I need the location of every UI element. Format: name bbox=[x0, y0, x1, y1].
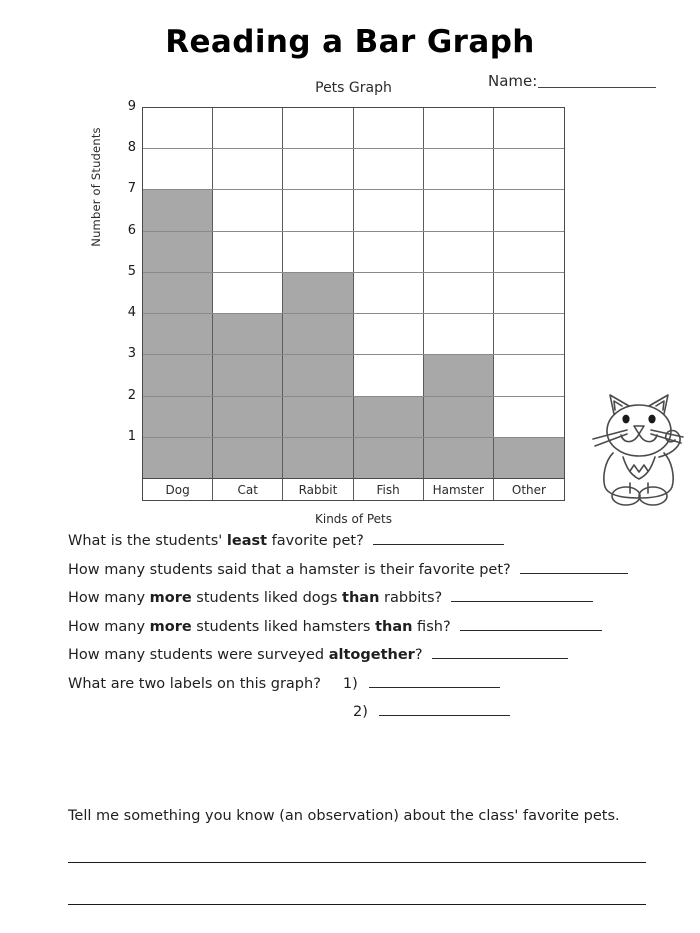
grid-row bbox=[143, 438, 564, 479]
grid-cell-empty bbox=[494, 108, 564, 148]
sub-question-label: 2) bbox=[353, 704, 368, 720]
answer-blank[interactable] bbox=[432, 658, 568, 659]
grid-cell-empty bbox=[354, 314, 424, 354]
question-text: How many more students liked hamsters than fish? bbox=[68, 618, 451, 635]
grid-cell-empty bbox=[424, 190, 494, 230]
y-axis-label: Number of Students bbox=[89, 127, 103, 247]
question-row bbox=[68, 590, 668, 606]
answer-blank[interactable] bbox=[520, 573, 628, 574]
bar-segment bbox=[143, 232, 213, 272]
grid-row bbox=[143, 149, 564, 190]
bar-segment bbox=[143, 273, 213, 313]
bar-segment bbox=[143, 397, 213, 437]
bar-segment bbox=[283, 273, 353, 313]
bar-segment bbox=[494, 438, 564, 479]
name-label: Name: bbox=[488, 72, 538, 90]
bar-segment bbox=[213, 355, 283, 395]
bar-segment bbox=[213, 397, 283, 437]
answer-blank[interactable] bbox=[373, 544, 504, 545]
x-axis-category-label: Cat bbox=[213, 479, 283, 500]
question-row bbox=[68, 562, 668, 578]
grid-cell-empty bbox=[354, 273, 424, 313]
bar-segment bbox=[354, 438, 424, 479]
questions-list bbox=[68, 533, 668, 733]
question-text: What are two labels on this graph? bbox=[68, 675, 321, 692]
grid-cell-empty bbox=[424, 232, 494, 272]
grid-cell-empty bbox=[143, 108, 213, 148]
bar-segment bbox=[424, 438, 494, 479]
bar-segment bbox=[424, 397, 494, 437]
grid-cell-empty bbox=[424, 314, 494, 354]
grid-cell-empty bbox=[283, 190, 353, 230]
observation-answer-line-1[interactable] bbox=[68, 862, 646, 863]
question-text: How many students said that a hamster is their favorite pet? bbox=[68, 561, 511, 578]
question-text: How many more students liked dogs than rabbits? bbox=[68, 590, 443, 606]
bar-segment bbox=[354, 397, 424, 437]
grid-cell-empty bbox=[213, 149, 283, 189]
grid-cell-empty bbox=[494, 314, 564, 354]
grid-row bbox=[143, 397, 564, 438]
question-row bbox=[68, 533, 668, 549]
grid-row bbox=[143, 108, 564, 149]
grid-cell-empty bbox=[283, 108, 353, 148]
grid-cell-empty bbox=[213, 108, 283, 148]
grid-cell-empty bbox=[354, 232, 424, 272]
grid-cell-empty bbox=[213, 232, 283, 272]
grid-cell-empty bbox=[213, 273, 283, 313]
grid-cell-empty bbox=[354, 149, 424, 189]
grid-row bbox=[143, 314, 564, 355]
x-axis-category-label: Other bbox=[511, 482, 546, 497]
x-axis-category-label: Rabbit bbox=[283, 479, 353, 500]
cat-illustration bbox=[583, 383, 695, 508]
answer-blank[interactable] bbox=[369, 687, 500, 688]
observation-prompt: Tell me something you know (an observation) about the class' favorite pets. bbox=[68, 808, 620, 824]
y-axis-tick-label: 4 bbox=[127, 305, 136, 321]
bar-segment bbox=[143, 190, 213, 230]
grid-cell-empty bbox=[354, 190, 424, 230]
x-axis-category-label: Fish bbox=[354, 479, 424, 500]
question-row bbox=[68, 647, 668, 663]
x-axis-label: Kinds of Pets bbox=[314, 512, 393, 526]
grid-cell-empty bbox=[494, 190, 564, 230]
y-axis-tick-label: 5 bbox=[127, 263, 136, 279]
bar-segment bbox=[283, 397, 353, 437]
answer-blank[interactable] bbox=[451, 601, 593, 602]
bar-segment bbox=[424, 355, 494, 395]
bar-segment bbox=[283, 314, 353, 354]
sub-question-label: 1) bbox=[342, 675, 358, 692]
bar-segment bbox=[283, 438, 353, 479]
grid-cell-empty bbox=[424, 108, 494, 148]
bar-segment bbox=[283, 355, 353, 395]
question-text: How many students were surveyed altogether? bbox=[68, 647, 423, 663]
y-axis-tick-label: 1 bbox=[127, 428, 136, 444]
bar-segment bbox=[213, 314, 283, 354]
grid-cell-empty bbox=[494, 355, 564, 395]
grid-cell-empty bbox=[354, 108, 424, 148]
grid-cell-empty bbox=[213, 190, 283, 230]
y-axis-tick-label: 3 bbox=[127, 346, 136, 362]
grid-cell-empty bbox=[494, 273, 564, 313]
bar-segment bbox=[143, 355, 213, 395]
page-title: Reading a Bar Graph bbox=[165, 24, 535, 60]
y-axis-tick-label: 2 bbox=[127, 387, 136, 403]
observation-answer-line-2[interactable] bbox=[68, 904, 646, 905]
grid-cell-empty bbox=[283, 232, 353, 272]
question-row bbox=[68, 676, 668, 692]
question-text: What is the students' least favorite pet? bbox=[68, 533, 364, 549]
grid-cell-empty bbox=[494, 232, 564, 272]
y-axis-tick-label: 8 bbox=[127, 140, 136, 156]
bar-segment bbox=[213, 438, 283, 479]
grid-row bbox=[143, 232, 564, 273]
question-row bbox=[68, 619, 668, 635]
grid-cell-empty bbox=[143, 149, 213, 189]
sub-question-row bbox=[68, 704, 668, 720]
grid-cell-empty bbox=[494, 397, 564, 437]
answer-blank[interactable] bbox=[460, 630, 602, 631]
grid-cell-empty bbox=[283, 149, 353, 189]
x-axis-category-label: Hamster bbox=[424, 479, 494, 500]
chart-title: Pets Graph bbox=[315, 80, 392, 96]
x-axis-category-strip bbox=[142, 478, 565, 501]
grid-cell-empty bbox=[424, 273, 494, 313]
y-axis-tick-label: 6 bbox=[127, 222, 136, 238]
y-axis-tick-label: 9 bbox=[127, 99, 136, 114]
grid-row bbox=[143, 190, 564, 231]
bar-segment bbox=[143, 314, 213, 354]
grid-cell-empty bbox=[424, 149, 494, 189]
bar-chart-plot bbox=[142, 107, 565, 478]
grid-cell-empty bbox=[354, 355, 424, 395]
x-axis-category-label: Dog bbox=[143, 479, 213, 500]
bar-segment bbox=[143, 438, 213, 479]
answer-blank[interactable] bbox=[379, 715, 510, 716]
grid-row bbox=[143, 355, 564, 396]
grid-row bbox=[143, 273, 564, 314]
y-axis-tick-label: 7 bbox=[127, 181, 136, 197]
grid-cell-empty bbox=[494, 149, 564, 189]
